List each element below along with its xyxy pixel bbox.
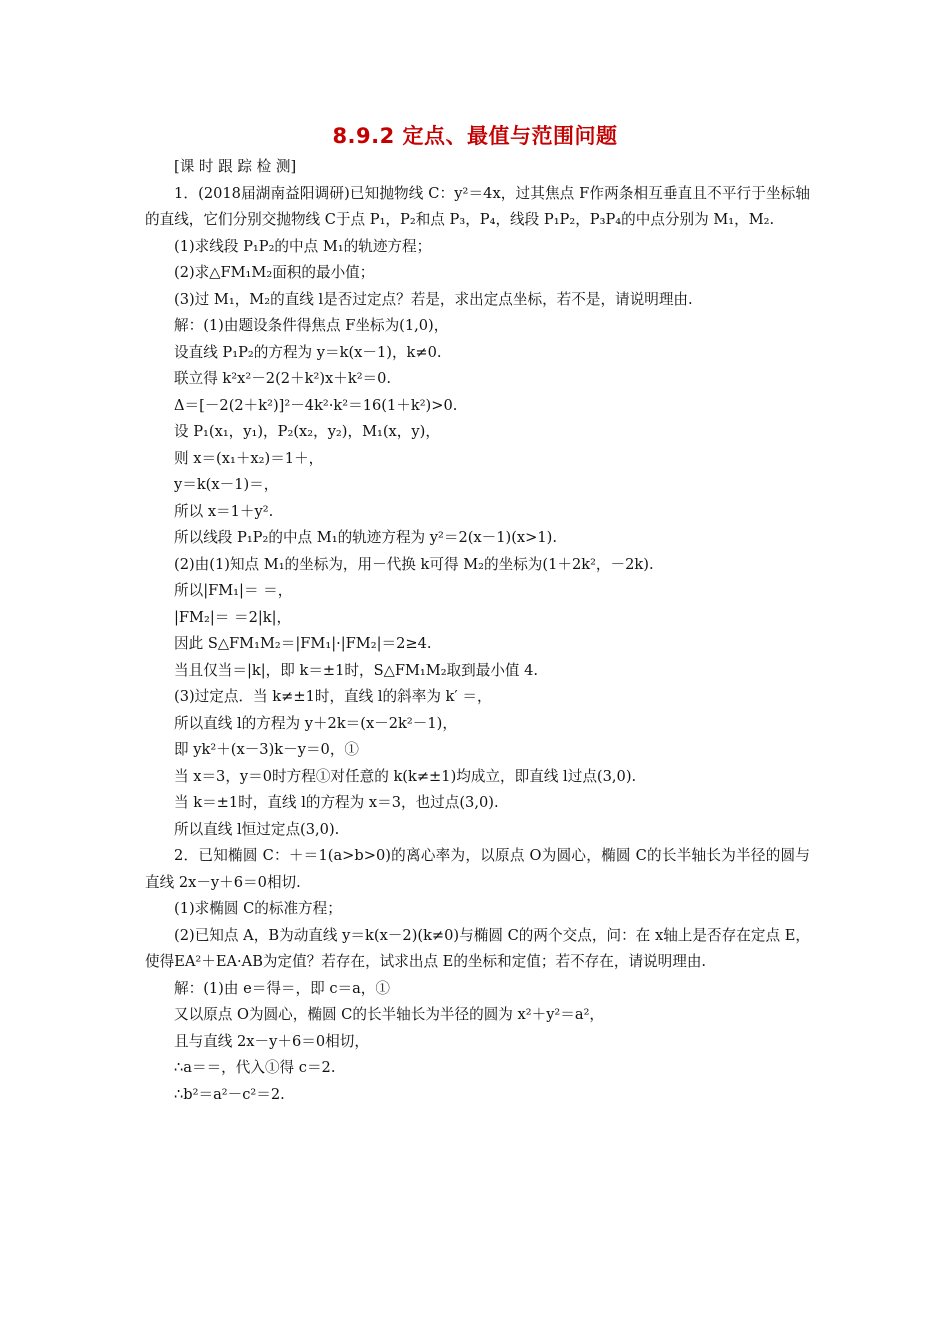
solution-line: 又以原点 O为圆心，椭圆 C的长半轴长为半径的圆为 x²＋y²＝a²，: [174, 1006, 605, 1023]
problem-2-part-2: (2)已知点 A，B为动直线 y＝k(x－2)(k≠0)与椭圆 C的两个交点，问：在 x轴上是否存在定点 E，使得EA²＋EA·AB为定值？若存在，试求出点 E的坐标和定值；若不存在，请说明理由.: [145, 926, 810, 970]
solution-line: 所以直线 l恒过定点(3,0).: [174, 820, 340, 838]
solution-line: 因此 S△FM₁M₂＝|FM₁|·|FM₂|＝2≥4.: [174, 635, 432, 652]
solution-line: |FM₂|＝ ＝2|k|，: [174, 608, 292, 626]
problem-1-part-2: (2)求△FM₁M₂面积的最小值；: [174, 264, 375, 281]
solution-line: y＝k(x－1)＝，: [174, 476, 279, 493]
solution-line: (3)过定点．当 k≠±1时，直线 l的斜率为 k′ ＝，: [174, 688, 492, 705]
solution-line: 设 P₁(x₁，y₁)，P₂(x₂，y₂)，M₁(x，y)，: [174, 423, 440, 440]
problem-1-part-1: (1)求线段 P₁P₂的中点 M₁的轨迹方程；: [174, 237, 432, 255]
problem-1-part-3: (3)过 M₁，M₂的直线 l是否过定点？若是，求出定点坐标，若不是，请说明理由.: [174, 290, 693, 308]
solution-line: 即 yk²＋(x－3)k－y＝0，①: [174, 741, 360, 758]
solution-line: 所以线段 P₁P₂的中点 M₁的轨迹方程为 y²＝2(x－1)(x>1).: [174, 529, 558, 546]
solution-line: 当且仅当＝|k|，即 k＝±1时，S△FM₁M₂取到最小值 4.: [174, 661, 539, 679]
solution-line: Δ＝[－2(2＋k²)]²－4k²·k²＝16(1＋k²)>0.: [174, 396, 458, 414]
solution-line: 所以直线 l的方程为 y＋2k＝(x－2k²－1)，: [174, 714, 457, 732]
problem-1-statement: 1．(2018届湖南益阳调研)已知抛物线 C：y²＝4x，过其焦点 F作两条相互垂直且不平行于坐标轴的直线，它们分别交抛物线 C于点 P₁，P₂和点 P₃，P₄，线段 P₁P₂，P₃P₄的中点分别为 M₁，M₂.: [145, 184, 810, 228]
solution-line: 当 k＝±1时，直线 l的方程为 x＝3，也过点(3,0).: [174, 794, 499, 811]
solution-line: (2)由(1)知点 M₁的坐标为，用－代换 k可得 M₂的坐标为(1＋2k²，－2k).: [174, 555, 654, 573]
solution-line: 则 x＝(x₁＋x₂)＝1＋，: [174, 449, 324, 467]
solution-line: 解：(1)由题设条件得焦点 F坐标为(1,0)，: [174, 317, 449, 334]
document-title: 8.9.2 定点、最值与范围问题: [332, 124, 618, 148]
solution-line: ∴b²＝a²－c²＝2.: [174, 1085, 285, 1103]
problem-2-statement: 2．已知椭圆 C：＋＝1(a>b>0)的离心率为，以原点 O为圆心，椭圆 C的长半轴长为半径的圆与直线 2x－y＋6＝0相切.: [145, 847, 810, 891]
solution-line: 设直线 P₁P₂的方程为 y＝k(x－1)，k≠0.: [174, 343, 442, 361]
solution-line: ∴a＝＝，代入①得 c＝2.: [174, 1059, 336, 1076]
solution-line: 且与直线 2x－y＋6＝0相切，: [174, 1032, 369, 1050]
problem-2-part-1: (1)求椭圆 C的标准方程；: [174, 900, 342, 917]
solution-line: 当 x＝3，y＝0时方程①对任意的 k(k≠±1)均成立，即直线 l过点(3,0).: [174, 767, 637, 785]
section-label: [课 时 跟 踪 检 测]: [174, 158, 297, 175]
solution-line: 联立得 k²x²－2(2＋k²)x＋k²＝0.: [174, 370, 392, 387]
document-body: [145, 154, 810, 1108]
solution-line: 所以 x＝1＋y².: [174, 502, 274, 520]
solution-line: 解：(1)由 e＝得＝，即 c＝a，①: [174, 979, 390, 997]
solution-line: 所以|FM₁|＝ ＝，: [174, 582, 293, 599]
